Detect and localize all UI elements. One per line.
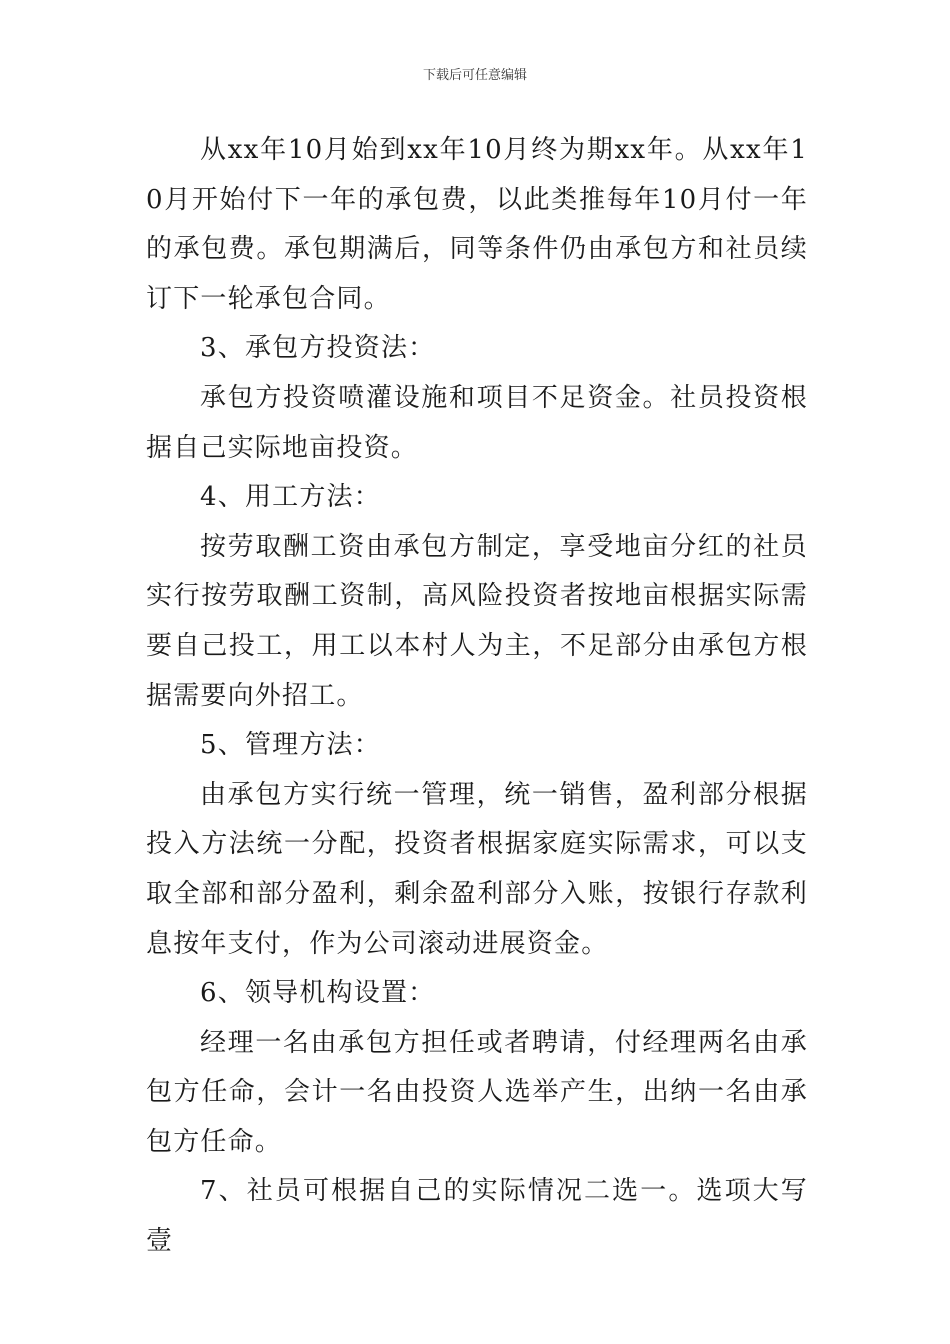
heading-labor-method: 4、用工方法： bbox=[200, 482, 381, 513]
paragraph-term: 从xx年10月始到xx年10月终为期xx年。从xx年10月开始付下一年的承包费，以此类推每年10月付一年的承包费。承包期满后，同等条件仍由承包方和社员续订下一轮承包合同。 bbox=[146, 135, 808, 314]
paragraph-member-options: 7、社员可根据自己的实际情况二选一。选项大写壹 bbox=[146, 1176, 808, 1257]
paragraph-leadership: 经理一名由承包方担任或者聘请，付经理两名由承包方任命，会计一名由投资人选举产生，出纳一名由承包方任命。 bbox=[146, 1027, 808, 1157]
paragraph-investment: 承包方投资喷灌设施和项目不足资金。社员投资根据自己实际地亩投资。 bbox=[146, 382, 808, 463]
document-body bbox=[146, 126, 808, 1267]
heading-management-method: 5、管理方法： bbox=[200, 730, 381, 761]
paragraph-management: 由承包方实行统一管理，统一销售，盈利部分根据投入方法统一分配，投资者根据家庭实际需求，可以支取全部和部分盈利，剩余盈利部分入账，按银行存款利息按年支付，作为公司滚动进展资金。 bbox=[146, 779, 808, 959]
heading-investment-method: 3、承包方投资法： bbox=[200, 333, 436, 364]
page-header: 下载后可任意编辑 bbox=[422, 68, 527, 83]
heading-leadership: 6、领导机构设置： bbox=[200, 978, 436, 1009]
paragraph-labor: 按劳取酬工资由承包方制定，享受地亩分红的社员实行按劳取酬工资制，高风险投资者按地亩根据实际需要自己投工，用工以本村人为主，不足部分由承包方根据需要向外招工。 bbox=[146, 531, 808, 711]
